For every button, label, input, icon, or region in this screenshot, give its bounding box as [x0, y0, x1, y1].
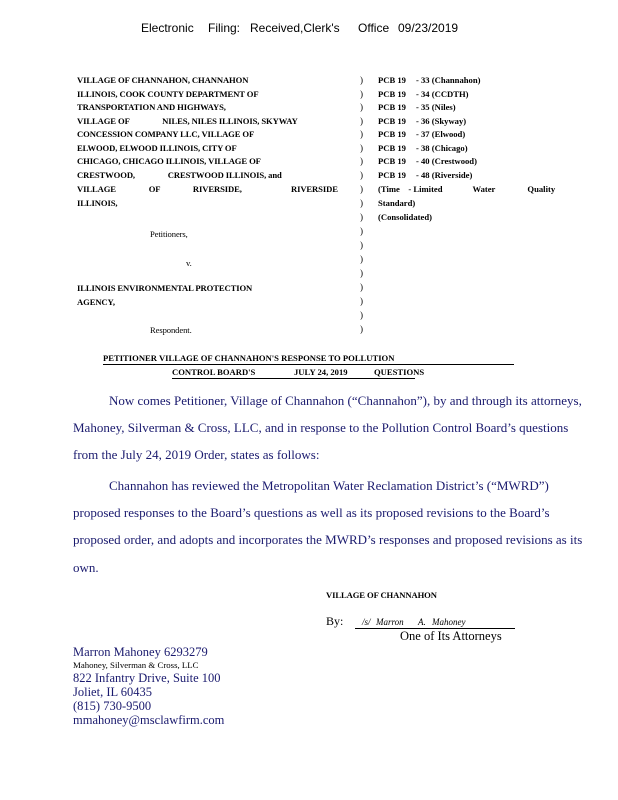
contact-name: Marron Mahoney 6293279	[73, 645, 208, 659]
caption-paren: )	[360, 116, 363, 126]
caption-paren: )	[360, 282, 363, 292]
caption-paren: )	[360, 240, 363, 250]
paragraph-1-line: Now comes Petitioner, Village of Channahon (“Channahon”), by and through its attorneys,	[109, 393, 582, 408]
title-underline-1	[103, 364, 514, 365]
pcb-prefix: PCB 19	[378, 89, 406, 99]
caption-paren: )	[360, 268, 363, 278]
caption-paren: )	[360, 296, 363, 306]
pcb-prefix: PCB 19	[378, 156, 406, 166]
caption-paren: )	[360, 129, 363, 139]
time-limited-label: (Time - Limited Water Quality	[378, 184, 556, 194]
caption-paren: )	[360, 324, 363, 334]
petitioner-line: TRANSPORTATION AND HIGHWAYS,	[77, 102, 226, 112]
petitioner-line: ILLINOIS, COOK COUNTY DEPARTMENT OF	[77, 89, 259, 99]
petitioner-line: CRESTWOOD, CRESTWOOD ILLINOIS, and	[77, 170, 282, 180]
title-line-1: PETITIONER VILLAGE OF CHANNAHON'S RESPONSE TO POLLUTION	[103, 353, 395, 363]
contact-city: Joliet, IL 60435	[73, 685, 153, 699]
pcb-number: - 36 (Skyway)	[416, 116, 467, 126]
signature-first: Marron	[376, 617, 404, 627]
pcb-prefix: PCB 19	[378, 75, 406, 85]
caption-paren: )	[360, 254, 363, 264]
header-filing: Filing:	[208, 21, 241, 35]
pcb-prefix: PCB 19	[378, 129, 406, 139]
paragraph-2-line: own.	[73, 560, 99, 575]
petitioner-line: CONCESSION COMPANY LLC, VILLAGE OF	[77, 129, 255, 139]
caption-paren: )	[360, 89, 363, 99]
contact-phone: (815) 730-9500	[73, 699, 152, 713]
caption-paren: )	[360, 310, 363, 320]
caption-paren: )	[360, 184, 363, 194]
petitioner-line: ELWOOD, ELWOOD ILLINOIS, CITY OF	[77, 143, 237, 153]
respondent-label: Respondent.	[150, 325, 192, 335]
pcb-number: - 48 (Riverside)	[416, 170, 473, 180]
petitioner-line: VILLAGE OF CHANNAHON, CHANNAHON	[77, 75, 249, 85]
caption-paren: )	[360, 212, 363, 222]
versus-label: v.	[186, 258, 192, 268]
respondent-line: ILLINOIS ENVIRONMENTAL PROTECTION	[77, 283, 253, 293]
contact-email[interactable]: mmahoney@msclawfirm.com	[73, 713, 225, 727]
petitioner-line: VILLAGE OF RIVERSIDE, RIVERSIDE	[77, 184, 338, 194]
signature-prefix: /s/	[362, 617, 371, 627]
pcb-number: - 33 (Channahon)	[416, 75, 481, 85]
pcb-prefix: PCB 19	[378, 143, 406, 153]
petitioner-line: CHICAGO, CHICAGO ILLINOIS, VILLAGE OF	[77, 156, 261, 166]
petitioner-line: ILLINOIS,	[77, 198, 118, 208]
title-line-2a: CONTROL BOARD'S	[172, 367, 256, 377]
header-received: Received,Clerk's	[250, 21, 340, 35]
paragraph-1-line: from the July 24, 2019 Order, states as follows:	[73, 447, 320, 462]
caption-paren: )	[360, 102, 363, 112]
signature-last: Mahoney	[432, 617, 466, 627]
consolidated-label: (Consolidated)	[378, 212, 432, 222]
signature-by: By:	[326, 614, 344, 628]
caption-paren: )	[360, 226, 363, 236]
title-line-2c: QUESTIONS	[374, 367, 425, 377]
header-date: 09/23/2019	[398, 21, 459, 35]
caption-paren: )	[360, 156, 363, 166]
header-electronic: Electronic	[141, 21, 194, 35]
petitioner-line: VILLAGE OF NILES, NILES ILLINOIS, SKYWAY	[77, 116, 298, 126]
signature-role: One of Its Attorneys	[400, 629, 502, 643]
pcb-number: - 38 (Chicago)	[416, 143, 468, 153]
paragraph-2-line: proposed responses to the Board’s questions as well as its proposed revisions to the Board’s	[73, 505, 550, 520]
pcb-prefix: PCB 19	[378, 116, 406, 126]
pcb-number: - 35 (Niles)	[416, 102, 456, 112]
caption-paren: )	[360, 198, 363, 208]
paragraph-1-line: Mahoney, Silverman & Cross, LLC, and in response to the Pollution Control Board’s questions	[73, 420, 569, 435]
paragraph-2-line: proposed order, and adopts and incorporates the MWRD’s responses and proposed revisions as its	[73, 532, 583, 547]
contact-firm: Mahoney, Silverman & Cross, LLC	[73, 660, 199, 670]
title-line-2b: JULY 24, 2019	[294, 367, 348, 377]
contact-street: 822 Infantry Drive, Suite 100	[73, 671, 221, 685]
standard-label: Standard)	[378, 198, 416, 208]
paragraph-2-line: Channahon has reviewed the Metropolitan Water Reclamation District’s (“MWRD”)	[109, 478, 549, 493]
caption-paren: )	[360, 75, 363, 85]
title-underline-2	[172, 378, 415, 379]
caption-paren: )	[360, 170, 363, 180]
pcb-prefix: PCB 19	[378, 102, 406, 112]
signature-village: VILLAGE OF CHANNAHON	[326, 590, 437, 600]
pcb-number: - 37 (Elwood)	[416, 129, 466, 139]
respondent-line: AGENCY,	[77, 297, 115, 307]
pcb-prefix: PCB 19	[378, 170, 406, 180]
header-office: Office	[358, 21, 390, 35]
petitioners-label: Petitioners,	[150, 229, 188, 239]
signature-initial: A.	[418, 617, 426, 627]
caption-paren: )	[360, 143, 363, 153]
pcb-number: - 40 (Crestwood)	[416, 156, 477, 166]
pcb-number: - 34 (CCDTH)	[416, 89, 469, 99]
